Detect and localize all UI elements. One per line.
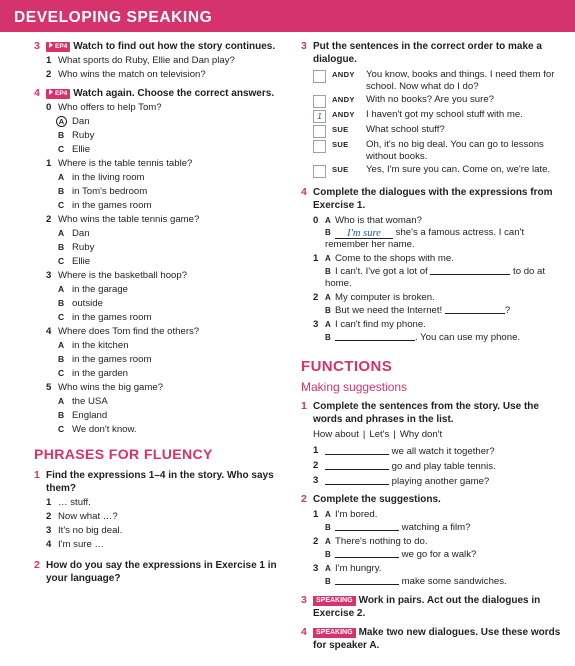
speaker-label: B bbox=[325, 577, 331, 587]
answer-blank[interactable] bbox=[445, 304, 505, 314]
option-text: the USA bbox=[72, 395, 108, 407]
functions-subheading: Making suggestions bbox=[301, 379, 408, 394]
line-text: You know, books and things. I need them for school. Now what do I do? bbox=[366, 69, 555, 92]
separator: | bbox=[393, 428, 396, 440]
answer-option[interactable] bbox=[58, 242, 280, 254]
expression-item bbox=[46, 539, 280, 551]
video-tag[interactable]: EP4 bbox=[46, 42, 70, 52]
speaker-name: SUE bbox=[332, 164, 349, 174]
speaker-b-line bbox=[325, 521, 565, 534]
option-letter: C bbox=[58, 255, 65, 266]
line-text: watching a film? bbox=[399, 522, 471, 534]
question-number: 4 bbox=[46, 325, 52, 337]
expression-item bbox=[46, 511, 280, 523]
expression-text: … stuff. bbox=[58, 497, 91, 509]
instruction: Find the expressions 1–4 in the story. Who says them? bbox=[46, 470, 274, 495]
option-text: Ellie bbox=[72, 255, 91, 267]
ordering-dialogue bbox=[313, 69, 565, 178]
speaker-b-line bbox=[325, 548, 565, 561]
option-letter: A bbox=[58, 395, 65, 406]
speaker-a-line bbox=[325, 536, 565, 548]
option-text: in the games room bbox=[72, 199, 152, 211]
question-number: 2 bbox=[46, 213, 52, 225]
option-text: Ellie bbox=[72, 143, 91, 155]
answer-option[interactable] bbox=[58, 228, 280, 240]
speaker-a-line bbox=[325, 509, 565, 521]
dialogue-line bbox=[313, 69, 565, 93]
sentence-item bbox=[313, 460, 565, 473]
line-text: I'm hungry. bbox=[335, 563, 382, 575]
answer-option[interactable] bbox=[58, 186, 280, 198]
speaking-tag: SPEAKING bbox=[313, 596, 356, 606]
option-list bbox=[58, 116, 280, 156]
question-item bbox=[46, 326, 280, 380]
answer-option[interactable] bbox=[58, 410, 280, 422]
suggestion-number: 1 bbox=[313, 509, 319, 521]
sentence-item bbox=[313, 475, 565, 488]
expression-number: 3 bbox=[46, 525, 52, 537]
option-text: We don't know. bbox=[72, 423, 137, 435]
answer-option[interactable] bbox=[58, 298, 280, 310]
expression-number: 2 bbox=[46, 511, 52, 523]
answer-blank[interactable] bbox=[325, 445, 389, 455]
option-text: in the kitchen bbox=[72, 339, 129, 351]
speaker-label: A bbox=[325, 537, 331, 547]
question-text: Who wins the table tennis game? bbox=[58, 213, 200, 225]
order-box[interactable] bbox=[313, 140, 326, 153]
option-text: in the games room bbox=[72, 311, 152, 323]
answer-blank[interactable] bbox=[430, 265, 510, 275]
expression-number: 4 bbox=[46, 539, 52, 551]
question-number: 3 bbox=[46, 269, 52, 281]
line-text: Oh, it's no big deal. You can go to lessons without books. bbox=[366, 138, 544, 162]
answer-option[interactable] bbox=[58, 340, 280, 352]
option-letter: C bbox=[58, 199, 65, 210]
phrases-heading: PHRASES FOR FLUENCY bbox=[34, 445, 213, 462]
speaking-tag: SPEAKING bbox=[313, 628, 356, 638]
answer-option[interactable] bbox=[58, 256, 280, 268]
order-box[interactable] bbox=[313, 125, 326, 138]
play-icon bbox=[49, 89, 53, 95]
question-number: 0 bbox=[46, 101, 52, 113]
sentence-number: 1 bbox=[313, 444, 319, 456]
question-number: 1 bbox=[46, 157, 52, 169]
question-text: Where is the table tennis table? bbox=[58, 157, 193, 169]
speaker-label: A bbox=[325, 510, 331, 520]
option-text: in the garden bbox=[72, 367, 129, 379]
word-option: Let's bbox=[369, 428, 390, 440]
answer-option[interactable] bbox=[58, 130, 280, 142]
answer-option[interactable] bbox=[58, 396, 280, 408]
option-letter: B bbox=[58, 241, 65, 252]
line-text: With no books? Are you sure? bbox=[366, 93, 494, 105]
option-text: in the living room bbox=[72, 171, 145, 183]
answer-option[interactable] bbox=[58, 312, 280, 324]
sentence-text: we all watch it together? bbox=[389, 445, 495, 457]
answer-blank[interactable] bbox=[325, 475, 389, 485]
option-list bbox=[58, 340, 280, 380]
option-text: Dan bbox=[72, 227, 90, 239]
expression-item bbox=[46, 497, 280, 509]
speaker-name: ANDY bbox=[332, 109, 355, 119]
option-letter: C bbox=[58, 143, 65, 154]
option-text: Ruby bbox=[72, 129, 95, 141]
exercise-3-left bbox=[34, 40, 280, 81]
question-item bbox=[46, 382, 280, 436]
option-letter: A bbox=[58, 171, 65, 182]
question-text: Where is the basketball hoop? bbox=[58, 269, 188, 281]
section-banner bbox=[0, 0, 575, 32]
question-text: What sports do Ruby, Ellie and Dan play? bbox=[58, 55, 235, 66]
question-number: 1 bbox=[46, 55, 52, 66]
answer-option[interactable] bbox=[58, 116, 280, 128]
question-number: 5 bbox=[46, 381, 52, 393]
functions-exercise-4: 4 SPEAKING Make two new dialogues. Use these words for speaker A. bbox=[301, 626, 561, 652]
option-letter: A bbox=[58, 227, 65, 238]
instruction: Work in pairs. Act out the dialogues in Exercise 2. bbox=[313, 595, 541, 620]
answer-option[interactable] bbox=[58, 424, 280, 436]
option-letter: B bbox=[58, 297, 65, 308]
suggestion-item bbox=[313, 509, 565, 534]
phrases-exercise-2: 2 How do you say the expressions in Exercise 1 in your language? bbox=[34, 559, 280, 585]
line-text: Yes, I'm sure you can. Come on, we're late. bbox=[366, 163, 551, 175]
sentence-text: go and play table tennis. bbox=[389, 460, 496, 472]
order-box[interactable]: 1 bbox=[313, 110, 326, 123]
dialogue-1: 1 A Come to the shops with me. B I can't. I've got a lot of to do at home. bbox=[313, 252, 546, 289]
exercise-4-left bbox=[34, 87, 280, 436]
answer-option[interactable] bbox=[58, 200, 280, 212]
word-option: How about bbox=[313, 428, 359, 440]
instruction: Complete the dialogues with the expressions from Exercise 1. bbox=[313, 186, 553, 211]
suggestion-item bbox=[313, 563, 565, 588]
answer-option[interactable] bbox=[58, 172, 280, 184]
expression-list bbox=[46, 497, 280, 551]
dialogue-0: 0 A Who is that woman? B I'm sure she's a famous actress. I can't remember her name. bbox=[313, 214, 525, 250]
option-list bbox=[58, 284, 280, 324]
option-list bbox=[58, 228, 280, 268]
exercise-3-right: 3 Put the sentences in the correct order to make a dialogue. ANDY You know, books and things. I need them for school. Now what do I do? ANDY With no books? Are you sure? 1 ANDY I haven't got my school stuff with me. SUE What school stuff? SUE Oh, it's no big deal. You can go to lessons without books. SUE Yes, I'm sure you can. Come on, we're late. bbox=[301, 40, 565, 178]
option-letter: B bbox=[58, 185, 65, 196]
instruction: Watch to find out how the story continues. bbox=[73, 41, 276, 52]
speaker-label: B bbox=[325, 550, 331, 560]
instruction: Watch again. Choose the correct answers. bbox=[73, 87, 275, 99]
sentence-text: playing another game? bbox=[389, 475, 490, 487]
question-list bbox=[46, 55, 280, 81]
option-text: in Tom's bedroom bbox=[72, 185, 148, 197]
option-text: in the garage bbox=[72, 283, 129, 295]
answer-blank[interactable] bbox=[335, 331, 415, 341]
functions-exercise-1: 1 Complete the sentences from the story. Use the words and phrases in the list. How about | Let's | Why don't 1 we all watch it together? 2 go and play table tennis. 3 playing another game? bbox=[301, 400, 565, 488]
question-text: Who wins the match on television? bbox=[58, 68, 206, 80]
option-letter: C bbox=[58, 423, 65, 434]
expression-text: I'm sure … bbox=[58, 539, 105, 551]
option-letter: C bbox=[58, 311, 65, 322]
separator: | bbox=[362, 428, 366, 440]
answer-blank[interactable] bbox=[335, 575, 399, 585]
instruction: Complete the sentences from the story. Use the words and phrases in the list. bbox=[313, 400, 539, 425]
question-text: Who offers to help Tom? bbox=[58, 101, 162, 113]
order-box[interactable] bbox=[313, 70, 326, 83]
instruction: Put the sentences in the correct order to make a dialogue. bbox=[313, 41, 542, 65]
functions-exercise-3: 3 SPEAKING Work in pairs. Act out the dialogues in Exercise 2. bbox=[301, 594, 541, 620]
suggestion-number: 3 bbox=[313, 563, 319, 575]
video-tag[interactable]: EP4 bbox=[46, 89, 70, 99]
order-box[interactable] bbox=[313, 95, 326, 108]
speaker-label: B bbox=[325, 523, 331, 533]
sentence-number: 2 bbox=[313, 459, 319, 471]
exercise-4-right: 4 Complete the dialogues with the expressions from Exercise 1. 0 A Who is that woman? B I'm sure she's a famous actress. I can't remember her name. 1 A Come to the shops with me. B I can't. I've got a lot of to do at home. 2 A My computer is broken. B But we need the Internet! ? 3 A I can't find my phone. B . You can use my phone. bbox=[301, 186, 565, 344]
line-text: I haven't got my school stuff with me. bbox=[366, 108, 523, 120]
question-text: Who wins the big game? bbox=[58, 381, 164, 393]
option-list bbox=[58, 396, 280, 436]
play-icon bbox=[49, 42, 53, 48]
option-text: outside bbox=[72, 297, 103, 309]
phrases-exercise-1: 1 Find the expressions 1–4 in the story. Who says them? 1 … stuff. 2 Now what …? 3 It's no big deal. 4 I'm sure … bbox=[34, 469, 280, 551]
sentence-number: 3 bbox=[313, 474, 319, 486]
speaker-label: A bbox=[325, 564, 331, 574]
sentence-item bbox=[313, 445, 565, 458]
dialogue-line bbox=[313, 94, 565, 108]
dialogue-2: 2 A My computer is broken. B But we need the Internet! ? bbox=[313, 291, 511, 316]
dialogue-line bbox=[313, 164, 565, 178]
line-text: What school stuff? bbox=[366, 123, 445, 135]
option-letter: B bbox=[58, 409, 65, 420]
line-text: I'm bored. bbox=[335, 509, 378, 521]
option-list bbox=[58, 172, 280, 212]
question-item bbox=[46, 69, 280, 81]
speaker-a-line bbox=[325, 563, 565, 575]
speaker-b-line bbox=[325, 575, 565, 588]
option-letter: B bbox=[58, 353, 65, 364]
dialogue-3: 3 A I can't find my phone. B . You can use my phone. bbox=[313, 318, 521, 343]
dialogue-line bbox=[313, 124, 565, 138]
answer-option[interactable] bbox=[58, 144, 280, 156]
suggestion-list bbox=[313, 509, 565, 588]
suggestion-item bbox=[313, 536, 565, 561]
option-text: England bbox=[72, 409, 108, 421]
expression-text: It's no big deal. bbox=[58, 525, 123, 537]
dialogue-line bbox=[313, 139, 565, 163]
suggestion-number: 2 bbox=[313, 536, 319, 548]
multiple-choice-list bbox=[46, 102, 280, 436]
option-letter: A bbox=[58, 339, 65, 350]
option-text: in the games room bbox=[72, 353, 152, 365]
instruction: How do you say the expressions in Exercise 1 in your language? bbox=[46, 560, 277, 585]
question-item bbox=[46, 158, 280, 212]
speaker-name: ANDY bbox=[332, 94, 355, 104]
question-item bbox=[46, 102, 280, 156]
speaker-name: ANDY bbox=[332, 70, 355, 79]
answer-option[interactable] bbox=[58, 354, 280, 366]
question-item bbox=[46, 214, 280, 268]
expression-item bbox=[46, 525, 280, 537]
question-item bbox=[46, 270, 280, 324]
banner-title: DEVELOPING SPEAKING bbox=[14, 9, 213, 26]
instruction: Make two new dialogues. Use these words for speaker A. bbox=[313, 627, 561, 652]
option-text: Ruby bbox=[72, 241, 95, 253]
answer-blank[interactable]: I'm sure bbox=[335, 227, 393, 239]
option-letter: C bbox=[58, 367, 65, 378]
option-letter: A bbox=[58, 283, 65, 294]
answer-option[interactable] bbox=[58, 284, 280, 296]
option-letter: B bbox=[58, 129, 65, 140]
exercise-number: 3 bbox=[34, 40, 40, 52]
line-text: make some sandwiches. bbox=[399, 576, 507, 588]
line-text: There's nothing to do. bbox=[335, 536, 428, 548]
sentence-list bbox=[313, 445, 565, 488]
answer-blank[interactable] bbox=[335, 521, 399, 531]
answer-option[interactable] bbox=[58, 368, 280, 380]
question-item bbox=[46, 55, 280, 67]
order-box[interactable] bbox=[313, 165, 326, 178]
left-column bbox=[34, 40, 280, 589]
option-letter: A bbox=[56, 116, 67, 127]
option-text: Dan bbox=[72, 115, 90, 127]
functions-heading: FUNCTIONS bbox=[301, 357, 393, 375]
expression-number: 1 bbox=[46, 497, 52, 509]
speaker-name: SUE bbox=[332, 139, 349, 149]
word-list bbox=[313, 429, 565, 441]
instruction: Complete the suggestions. bbox=[313, 494, 441, 506]
right-column bbox=[301, 40, 565, 656]
answer-blank[interactable] bbox=[325, 460, 389, 470]
word-option: Why don't bbox=[399, 428, 443, 440]
question-number: 2 bbox=[46, 68, 52, 80]
exercise-number: 4 bbox=[34, 86, 40, 99]
answer-blank[interactable] bbox=[335, 548, 399, 558]
line-text: we go for a walk? bbox=[399, 549, 477, 561]
question-text: Where does Tom find the others? bbox=[58, 325, 200, 337]
functions-exercise-2: 2 Complete the suggestions. 1 A I'm bored. B watching a film? 2 A There's nothing to do. B we go for a walk? 3 A I'm hungry. B make some sandwiches. bbox=[301, 493, 565, 588]
dialogue-line bbox=[313, 109, 565, 123]
expression-text: Now what …? bbox=[58, 511, 118, 523]
speaker-name: SUE bbox=[332, 124, 349, 134]
